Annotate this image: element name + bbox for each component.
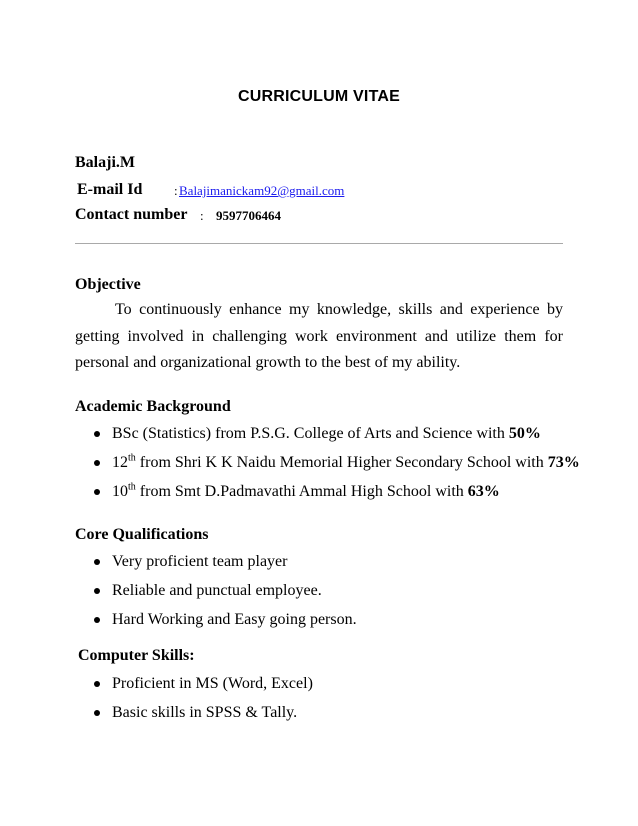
bullet-icon (94, 559, 100, 565)
objective-text: To continuously enhance my knowledge, skills and experience by getting involved in challenging work environment and utilize them for personal and organizational growth to the best of my ability. (75, 301, 563, 371)
core-item-text: Reliable and punctual employee. (112, 582, 322, 599)
core-heading: Core Qualifications (75, 526, 209, 543)
academic-item-grade: 10 (112, 483, 128, 500)
bullet-icon (94, 460, 100, 466)
academic-item-score: 63% (467, 483, 500, 500)
header-divider (75, 243, 563, 244)
academic-item-score: 50% (508, 425, 541, 442)
bullet-icon (94, 588, 100, 594)
list-item (75, 551, 563, 580)
objective-heading: Objective (75, 276, 141, 293)
list-item (75, 702, 563, 731)
list-item (75, 481, 563, 510)
computer-item-text: Proficient in MS (Word, Excel) (112, 675, 313, 692)
computer-item-text: Basic skills in SPSS & Tally. (112, 704, 298, 721)
bullet-icon (94, 489, 100, 495)
computer-heading: Computer Skills: (78, 647, 195, 664)
academic-item-ordinal: th (128, 452, 136, 464)
core-item-text: Hard Working and Easy going person. (112, 611, 357, 628)
list-item (75, 423, 563, 452)
phone-label: Contact number (75, 206, 188, 223)
list-item (75, 452, 580, 481)
academic-item-score: 73% (547, 454, 580, 471)
academic-list (75, 423, 580, 510)
bullet-icon (94, 681, 100, 687)
academic-item-ordinal: th (128, 481, 136, 493)
academic-item-grade: 12 (112, 454, 128, 471)
candidate-name: Balaji.M (75, 154, 135, 171)
list-item (75, 580, 563, 609)
bullet-icon (94, 431, 100, 437)
academic-item-text: from Shri K K Naidu Memorial Higher Secondary School with (135, 454, 548, 471)
phone-separator: : (200, 208, 204, 223)
email-separator: : (174, 183, 178, 198)
email-label: E-mail Id (77, 181, 143, 198)
list-item (75, 609, 563, 638)
core-list (75, 551, 563, 638)
core-item-text: Very proficient team player (112, 553, 288, 570)
document-title: CURRICULUM VITAE (237, 88, 400, 105)
bullet-icon (94, 617, 100, 623)
email-link[interactable]: Balajimanickam92@gmail.com (179, 183, 345, 198)
academic-heading: Academic Background (75, 398, 231, 415)
academic-item-text: BSc (Statistics) from P.S.G. College of Arts and Science with (112, 425, 509, 442)
computer-list (75, 673, 563, 731)
list-item (75, 673, 563, 702)
phone-value: 9597706464 (216, 208, 281, 223)
bullet-icon (94, 710, 100, 716)
academic-item-text: from Smt D.Padmavathi Ammal High School with (135, 483, 468, 500)
